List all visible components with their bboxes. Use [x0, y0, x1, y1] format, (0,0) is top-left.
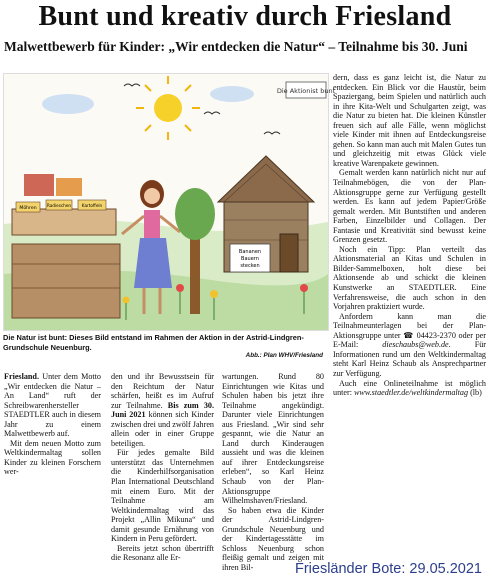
- image-caption: Die Natur ist bunt: Dieses Bild entstand im Rahmen der Aktion in der Astrid-Lindgren-Grundschule Neuenburg.: [3, 333, 304, 352]
- paragraph-text: dern, dass es ganz leicht ist, die Natur zu entdecken. Ein Blick vor die Haustür, beim Spaziergang, beim Spielen und natürlich auch in ihre Kita-Welt und Schulgarten zeigt, was die Natur zu bieten hat. Die kleinen Künstler freuen sich auf alle Fälle, wenn möglichst viele Kinder mit ihnen auf Entdeckungsreise gehen. So kann man auch mit Malen Gutes tun und gleichzeitig mit etwas Glück viele kreative Warenpakete gewinnen.: [333, 73, 486, 168]
- paragraph: [111, 448, 214, 543]
- paragraph-text: Auch eine Onlineteilnahme ist möglich unter:: [333, 378, 486, 398]
- article-column-1: [4, 372, 101, 477]
- paragraph: [4, 372, 101, 439]
- website-link[interactable]: www.staedtler.de/weltkindermaltag: [353, 388, 469, 398]
- board-text-1: Bananen: [238, 249, 262, 255]
- paragraph-text: den und ihr Bewusstsein für den Reichtum der Natur schärfen, heißt es im Aufruf zur Teilnahme.: [111, 372, 214, 410]
- paragraph-text: Anfordern kann man die Teilnahmeunterlagen bei der Plan-Aktionsgruppe unter ☎ 04423-2370 oder per E-Mail:: [333, 311, 486, 350]
- email-link[interactable]: dieschaubs@web.de: [382, 340, 449, 350]
- paragraph: [333, 312, 486, 379]
- paragraph: [333, 245, 486, 312]
- paragraph-text: Gemalt werden kann natürlich nicht nur auf Teilnahmebögen, die von der Plan-Aktionsgruppe gerne zur Verfügung gestellt werden. Es kann auf jedem Papier/Größe gemalt werden. Mit Buntstiften und anderen Farben, Einzelbilder und Collagen. Der Fantasie und Kreativität sind bewusst keine Grenzen gesetzt.: [333, 168, 486, 245]
- article-column-2: [111, 372, 214, 563]
- paragraph: [111, 544, 214, 563]
- drawing-illustration: [4, 74, 336, 330]
- box-label-2: Radieschen: [46, 203, 72, 208]
- box-label-1: Möhren: [19, 206, 37, 211]
- paragraph-text: (lb): [468, 388, 482, 398]
- paragraph: [333, 73, 486, 168]
- paragraph-text: So haben etwa die Kinder der Astrid-Lindgren-Grundschule Neuenburg und der Kindertagesstätte im Schloss Neuenburg schon fleißig gemalt und zeigen mit ihren Bil-: [222, 505, 324, 572]
- paragraph: [222, 372, 324, 506]
- article-column-3: [222, 372, 324, 572]
- child-drawing: [3, 73, 336, 331]
- paragraph-text: Noch ein Tipp: Plan verteilt das Aktionsmaterial an Kitas und Schulen in Bilder-Sammelboxen, holt diese bei Aktionsende ab und schickt die kleinen Kunstwerke an STAEDTLER. Eine Verfahrensweise, die auch schon in den Vorjahren praktiziert wurde.: [333, 244, 486, 312]
- image-credit: Abb.: Plan WHV/Friesland: [245, 352, 323, 359]
- deadline-text: Bis zum 30. Juni 2021: [111, 400, 215, 420]
- paragraph-text: können sich Kinder zwischen drei und zwölf Jahren allein oder in einer Gruppe beteiligen.: [111, 410, 214, 448]
- paragraph: [333, 379, 486, 398]
- subheadline: Malwettbewerb für Kinder: „Wir entdecken die Natur“ – Teilnahme bis 30. Juni: [4, 39, 468, 54]
- board-text-2: Bauern: [241, 256, 259, 262]
- paragraph-text: Für jedes gemalte Bild unterstützt das Unternehmen die Kinderhilfsorganisation Plan International Deutschland mit einem Euro. Mit der Teilnahme am Weltkindermaltag wird das Projekt „Allin Mikuna“ und damit gesunde Ernährung von Kindern in Peru gefördert.: [111, 448, 214, 544]
- source-footer: Friesländer Bote: 29.05.2021: [294, 561, 482, 577]
- box-label-3: Kartoffeln: [81, 203, 103, 208]
- article-column-4: [333, 73, 486, 398]
- drawing-sign-label: Die Aktionist bunt: [276, 87, 336, 95]
- paragraph: [4, 439, 101, 477]
- paragraph-text: Bereits jetzt schon übertrifft die Resonanz alle Er-: [111, 543, 214, 563]
- paragraph-text: wartungen. Rund 80 Einrichtungen wie Kitas und Schulen haben bis jetzt ihre Teilnahme angekündigt. Darunter viele Einrichtungen aus Friesland. „Wir sind sehr gespannt, wie die Natur an Land durch Kinderaugen aussieht und was die kleinen auf ihrer Entdeckungsreise erleben“, so Karl Heinz Schaub von der Plan-Aktionsgruppe Wilhelmshaven/Friesland.: [222, 372, 324, 506]
- board-text-3: stecken: [240, 263, 260, 269]
- paragraph-text: Mit dem neuen Motto zum Weltkindermaltag sollen Kinder zu kleinen Forschern wer-: [4, 438, 101, 477]
- headline: Bunt und kreativ durch Friesland: [38, 1, 452, 32]
- paragraph: [333, 168, 486, 244]
- paragraph-text: . Für Informationen rund um den Weltkindermaltag steht Karl Heinz Schaub als Ansprechpartner zur Verfügung.: [333, 340, 486, 378]
- dateline: Friesland.: [4, 372, 39, 381]
- paragraph-text: Unter dem Motto „Wir entdecken die Natur – An Land“ ruft der Schreibwarenhersteller STAEDTLER auch in diesem Jahr zu einem Malwettbewerb auf.: [4, 372, 101, 439]
- paragraph: [111, 372, 214, 448]
